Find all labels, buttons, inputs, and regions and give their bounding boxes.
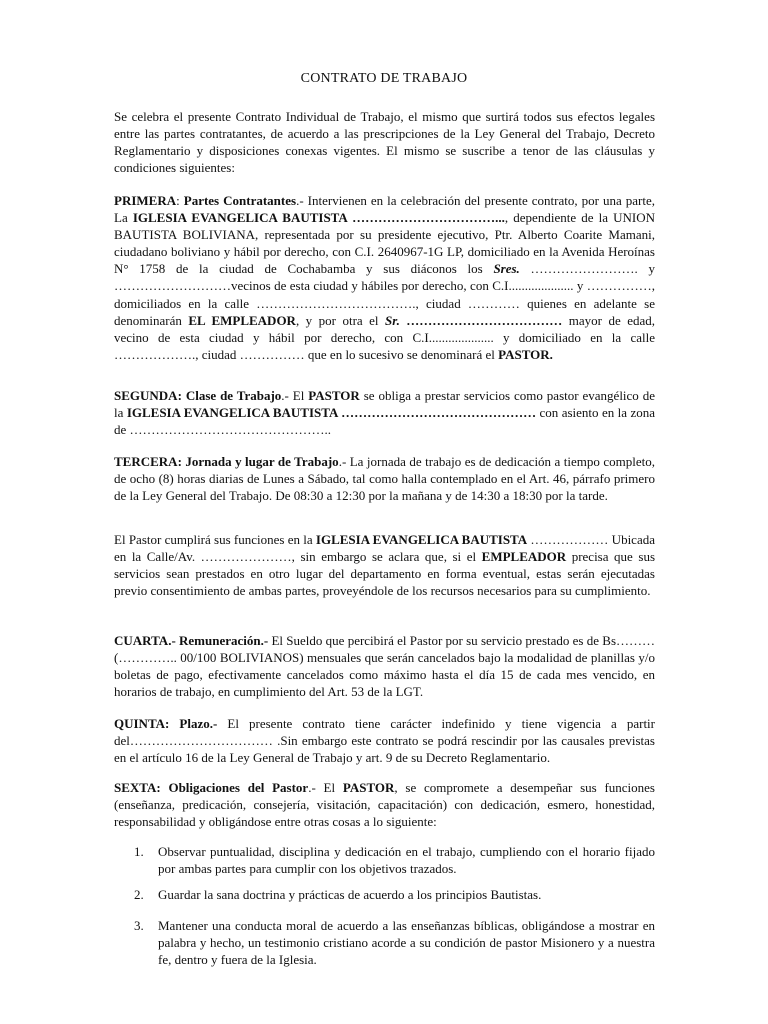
list-item-text: Mantener una conducta moral de acuerdo a las enseñanzas bíblicas, obligándose a mostrar en palabra y hecho, un testimonio cristiano acorde a su condición de pastor Misionero y a nuestra fe, dentro y fuera de la Iglesia.	[158, 918, 655, 968]
document-title: CONTRATO DE TRABAJO	[300, 71, 468, 86]
clause-tercera-continued: El Pastor cumplirá sus funciones en la IGLESIA EVANGELICA BAUTISTA ……………… Ubicada en la Calle/Av. …………………, sin embargo se aclara que, si el EMPLEADOR precisa que sus servicios sean prestados en otro lugar del departamento en forma eventual, estas serán ejecutadas previo consentimiento de ambas partes, proveyéndole de los recursos necesarios para su cumplimiento.	[114, 532, 655, 599]
clause-heading: TERCERA: Jornada y lugar de Trabajo	[114, 454, 339, 469]
clause-primera: PRIMERA: Partes Contratantes.- Intervienen en la celebración del presente contrato, por una parte, La IGLESIA EVANGELICA BAUTISTA ……………………………..., dependiente de la UNION BAUTISTA BOLIVIANA, representada por su presidente ejecutivo, Ptr. Alberto Coarite Mamani, ciudadano boliviano y hábil por derecho, con C.I. 2640967-1G LP, domiciliado en la Avenida Heroínas N° 1758 de la ciudad de Cochabamba y sus diáconos los Sres. ……………………. y ………………………vecinos de esta ciudad y hábiles por derecho, con C.I.................... y ……………, domiciliados en la calle ………………………………., ciudad ………… quienes en adelante se denominarán EL EMPLEADOR, y por otra el Sr. ……………………………… mayor de edad, vecino de esta ciudad y hábil por derecho, con C.I.................... y domiciliado en la calle ………………., ciudad …………… que en lo sucesivo se denominará el PASTOR.	[114, 193, 656, 362]
clause-cuarta: CUARTA.- Remuneración.- El Sueldo que percibirá el Pastor por su servicio prestado es de Bs……… (………….. 00/100 BOLIVIANOS) mensuales que serán cancelados bajo la modalidad de planillas y/o boletas de pago, efectivamente cancelados como máximo hasta el día 15 de cada mes vencido, en horarios de trabajo, en cumplimiento del Art. 53 de la LGT.	[114, 633, 656, 700]
list-item-number: 1.	[134, 844, 144, 859]
list-item-number: 3.	[134, 918, 144, 933]
clause-sexta: SEXTA: Obligaciones del Pastor.- El PASTOR, se compromete a desempeñar sus funciones (enseñanza, predicación, consejería, visitación, capacitación) con dedicación, esmero, honestidad, responsabilidad y obligándose entre otras cosas a lo siguiente:	[114, 780, 655, 830]
list-item-text: Observar puntualidad, disciplina y dedicación en el trabajo, cumpliendo con el horario fijado por ambas partes para cumplir con los objetivos trazados.	[158, 844, 655, 877]
clause-heading: SEGUNDA: Clase de Trabajo	[114, 388, 282, 403]
clause-heading: PRIMERA	[114, 193, 177, 208]
intro-paragraph: Se celebra el presente Contrato Individual de Trabajo, el mismo que surtirá todos sus efectos legales entre las partes contratantes, de acuerdo a las prescripciones de la Ley General del Trabajo, Decreto Reglamentario y disposiciones conexas vigentes. El mismo se suscribe a tenor de las cláusulas y condiciones siguientes:	[114, 109, 655, 176]
list-item-number: 2.	[134, 887, 144, 902]
clause-subheading: Partes Contratantes	[183, 193, 297, 208]
clause-quinta: QUINTA: Plazo.- El presente contrato tiene carácter indefinido y tiene vigencia a partir del…………………………… .Sin embargo este contrato se podrá rescindir por las causales previstas en el artículo 16 de la Ley General de Trabajo y art. 9 de su Decreto Reglamentario.	[114, 716, 655, 766]
clause-tercera: TERCERA: Jornada y lugar de Trabajo.- La jornada de trabajo es de dedicación a tiempo completo, de ocho (8) horas diarias de Lunes a Sábado, tal como halla contemplado en el Art. 46, párrafo primero de la Ley General del Trabajo. De 08:30 a 12:30 por la mañana y de 14:30 a 18:30 por la tarde.	[114, 454, 655, 504]
clause-heading: CUARTA.- Remuneración.-	[114, 633, 269, 648]
clause-heading: QUINTA: Plazo.-	[114, 716, 218, 731]
clause-segunda: SEGUNDA: Clase de Trabajo.- El PASTOR se obliga a prestar servicios como pastor evangélico de la IGLESIA EVANGELICA BAUTISTA ……………………………………… con asiento en la zona de ………………………………………..	[114, 388, 655, 438]
clause-heading: SEXTA: Obligaciones del Pastor	[114, 780, 309, 795]
list-item-text: Guardar la sana doctrina y prácticas de acuerdo a los principios Bautistas.	[158, 887, 542, 902]
